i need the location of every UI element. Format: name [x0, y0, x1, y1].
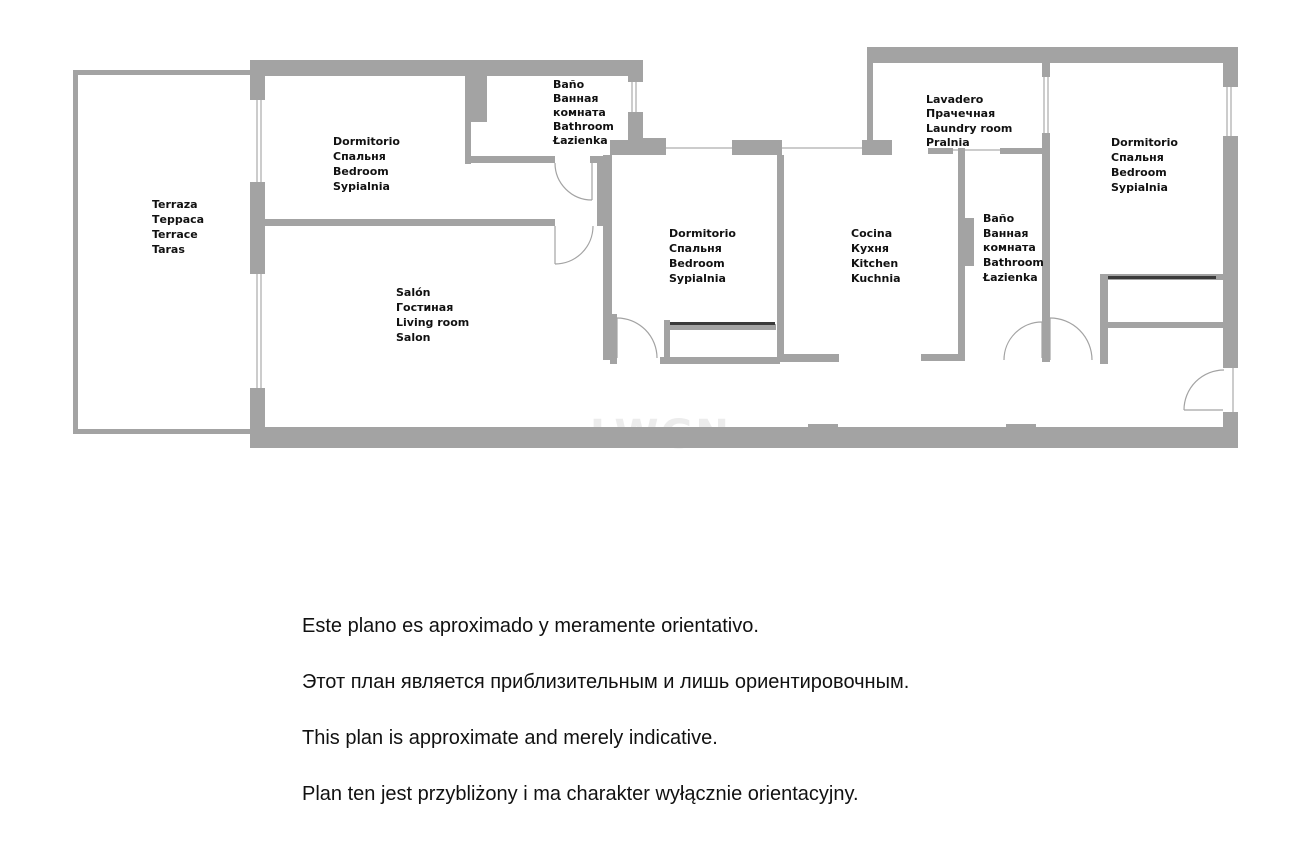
room-label-bedroom-3: Dormitorio Спальня Bedroom Sypialnia	[1111, 136, 1178, 194]
room-label-living-room: Salón Гостиная Living room Salon	[396, 286, 470, 344]
disclaimer-english: This plan is approximate and merely indicative.	[302, 727, 718, 749]
room-label-bedroom-2: Dormitorio Спальня Bedroom Sypialnia	[669, 227, 736, 285]
disclaimer-russian: Этот план является приблизительным и лишь ориентировочным.	[302, 671, 910, 693]
room-label-bathroom-2: Baño Ванная комната Bathroom Łazienka	[983, 212, 1044, 284]
doors	[555, 163, 1224, 410]
room-label-bathroom-1: Baño Ванная комната Bathroom Łazienka	[553, 78, 614, 147]
disclaimer-polish: Plan ten jest przybliżony i ma charakter wyłącznie orientacyjny.	[302, 783, 859, 805]
room-label-terrace: Terraza Терраса Terrace Taras	[152, 198, 205, 256]
room-label-bedroom-1: Dormitorio Спальня Bedroom Sypialnia	[333, 135, 400, 193]
disclaimer-spanish: Este plano es aproximado y meramente orientativo.	[302, 615, 759, 637]
room-label-laundry: Lavadero Прачечная Laundry room Pralnia	[926, 93, 1013, 149]
room-label-kitchen: Cocina Кухня Kitchen Kuchnia	[851, 227, 901, 285]
room-labels	[152, 78, 1182, 344]
walls	[73, 47, 1238, 448]
disclaimer-notes	[302, 610, 1282, 834]
